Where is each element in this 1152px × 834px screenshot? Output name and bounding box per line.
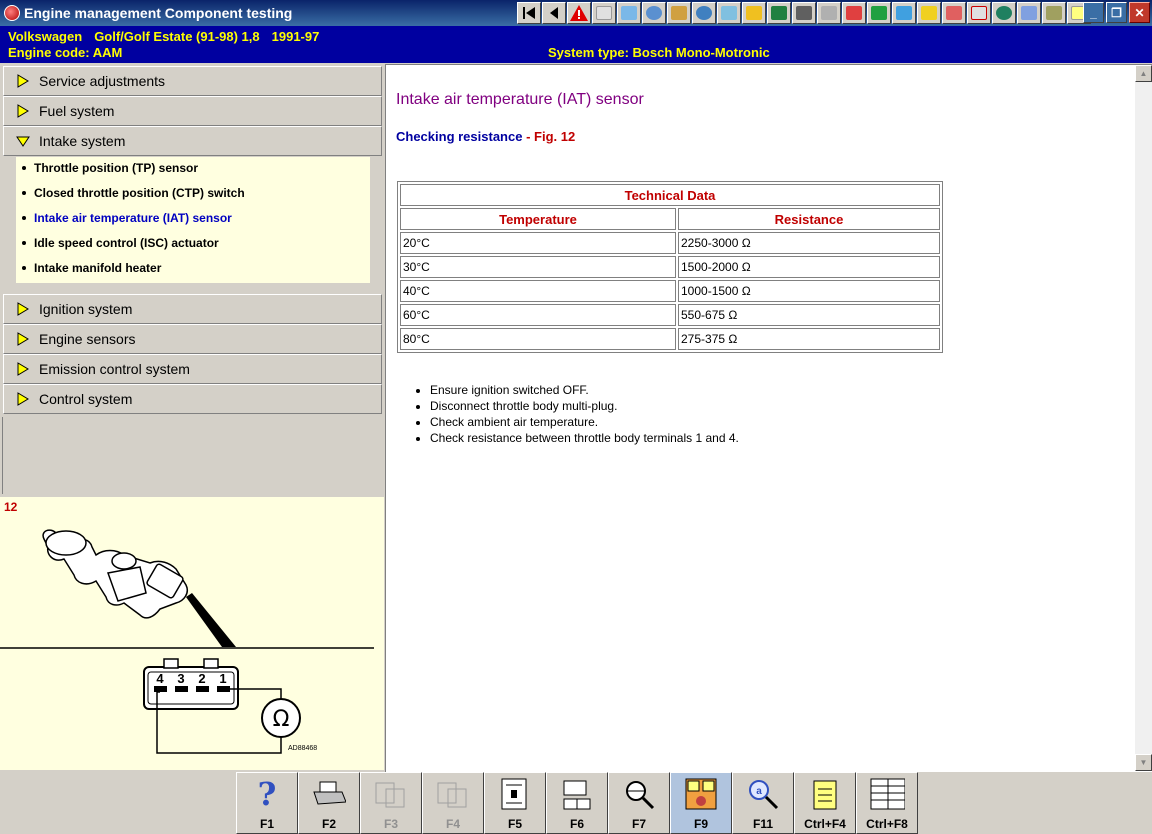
category-navigation [0,64,384,494]
f4-button[interactable] [422,772,484,834]
vertical-scrollbar[interactable] [1135,65,1152,771]
ctrl-f4-notes-button[interactable] [794,772,856,834]
aircon-icon [1021,6,1037,20]
list-item: • Ensure ignition switched OFF. [430,382,739,398]
warning-icon [570,5,588,21]
nav-item-iat-sensor[interactable] [20,208,232,228]
column-header-temperature: Temperature [400,208,676,230]
figure-link[interactable]: Fig. 12 [534,129,576,144]
key-label: Ctrl+F8 [866,817,908,831]
vehicle-make: Volkswagen [8,29,83,44]
scroll-up-button[interactable] [1135,65,1152,82]
tool-button-15[interactable] [942,2,966,24]
technical-data-table [397,181,943,353]
system-type: System type: Bosch Mono-Motronic [548,45,770,60]
tool-button-10[interactable] [817,2,841,24]
arrow-right-icon [16,332,30,346]
content-pane [385,64,1152,772]
bullet-icon [22,191,26,195]
intake-system-items [16,157,370,283]
magnify-icon [621,777,657,811]
first-page-button[interactable] [517,2,541,24]
figure-ref: AD88468 [288,745,318,752]
document-icon [497,777,533,811]
wrench-icon [671,6,687,20]
wheel-icon [996,6,1012,20]
vehicle-line [8,29,319,44]
nav-control-system[interactable] [3,384,382,414]
nav-label: Engine sensors [39,331,136,347]
toolbar [517,2,1091,24]
f6-component-button[interactable] [546,772,608,834]
airbag-icon [946,6,962,20]
nav-item-label: Throttle position (TP) sensor [34,161,198,175]
minimize-icon: _ [1090,5,1097,20]
vehicle-info-bar [0,26,1152,63]
list-item: • Disconnect throttle body multi-plug. [430,398,739,414]
notes-icon [807,777,843,811]
previous-page-button[interactable] [542,2,566,24]
tool-button-2[interactable] [617,2,641,24]
tool-button-18[interactable] [1017,2,1041,24]
tool-button-17[interactable] [992,2,1016,24]
close-button[interactable] [1129,2,1150,23]
car-icon [796,6,812,20]
gauge-icon [696,6,712,20]
table-row [400,328,940,350]
resistance-cell: 1500-2000 Ω [678,256,940,278]
print-icon [311,777,347,811]
resistance-cell: 1000-1500 Ω [678,280,940,302]
procedure-steps [430,382,739,446]
tool-button-19[interactable] [1042,2,1066,24]
nav-item-label: Intake air temperature (IAT) sensor [34,211,232,225]
table-caption: Technical Data [400,184,940,206]
table-row [400,232,940,254]
arrow-right-icon [16,362,30,376]
scroll-down-button[interactable] [1135,754,1152,771]
temperature-cell: 80°C [400,328,676,350]
table-row [400,256,940,278]
f1-help-button[interactable] [236,772,298,834]
tools-icon [721,6,737,20]
pen-icon [821,6,837,20]
nav-fuel-system[interactable] [3,96,382,126]
copy-icon [435,777,471,811]
engine-code: Engine code: AAM [8,45,123,60]
subtitle-separator: - [522,129,535,144]
sensor-diagram [0,497,384,770]
manual-icon [596,6,612,20]
nav-item-ctp-switch[interactable] [20,183,245,203]
key-label: F6 [569,817,584,831]
figure-number: 12 [4,500,18,514]
temperature-cell: 30°C [400,256,676,278]
service-icon [1046,6,1062,20]
figure-panel [0,497,384,770]
key-label: F7 [631,817,646,831]
nav-emission-control[interactable] [3,354,382,384]
search-icon [745,777,781,811]
restore-icon: ❐ [1111,5,1122,20]
tool-button-3[interactable] [642,2,666,24]
figure-icon [683,777,719,811]
bullet-icon [22,216,26,220]
nav-item-tp-sensor[interactable] [20,158,198,178]
fuse-icon [846,6,862,20]
engine-icon [646,6,662,20]
triangle-up-icon: ▲ [1139,69,1148,78]
back-icon [547,6,561,20]
resistance-cell: 2250-3000 Ω [678,232,940,254]
key-label: F11 [752,817,773,831]
svg-text:?: ? [257,777,277,811]
bullet-icon [22,266,26,270]
key-label: F1 [259,817,274,831]
function-key-bar [0,772,1152,834]
nav-item-label: Intake manifold heater [34,261,162,275]
tool-button-8[interactable] [767,2,791,24]
nav-engine-sensors[interactable] [3,324,382,354]
key-label: F5 [507,817,522,831]
f2-print-button[interactable] [298,772,360,834]
pin-1-label: 1 [219,671,227,686]
temperature-cell: 20°C [400,232,676,254]
copy-icon [373,777,409,811]
f3-button[interactable] [360,772,422,834]
arrow-right-icon [16,74,30,88]
nav-ignition-system[interactable] [3,294,382,324]
list-item: • Check resistance between throttle body terminals 1 and 4. [430,430,739,446]
nav-service-adjustments[interactable] [3,66,382,96]
app-icon [4,5,20,21]
ohm-symbol: Ω [272,707,290,732]
nav-label: Service adjustments [39,73,166,89]
arrow-down-icon [16,134,30,148]
section-subtitle [396,129,575,144]
key-label: F3 [383,817,398,831]
svg-text:a: a [756,786,762,797]
help-icon [249,777,285,811]
f7-locate-button[interactable] [608,772,670,834]
data-icon [746,6,762,20]
tool-button-13[interactable] [892,2,916,24]
key-label: F9 [693,817,708,831]
battery-icon [871,6,887,20]
tool-button-4[interactable] [667,2,691,24]
nav-label: Ignition system [39,301,133,317]
tool-button-11[interactable] [842,2,866,24]
arrow-right-icon [16,104,30,118]
f11-search-button[interactable] [732,772,794,834]
key-label: F4 [445,817,460,831]
save-icon [771,6,787,20]
temperature-cell: 40°C [400,280,676,302]
window-controls [1083,2,1150,23]
minimize-button[interactable] [1083,2,1104,23]
restore-button[interactable] [1106,2,1127,23]
arrow-right-icon [16,392,30,406]
tool-button-14[interactable] [917,2,941,24]
nav-item-label: Idle speed control (ISC) actuator [34,236,219,250]
warning-button[interactable] [567,2,591,24]
vehicle-years: 1991-97 [271,29,320,44]
temperature-cell: 60°C [400,304,676,326]
page-title: Intake air temperature (IAT) sensor [396,91,644,108]
bullet-icon [22,241,26,245]
f9-figure-button[interactable] [670,772,732,834]
nav-item-label: Closed throttle position (CTP) switch [34,186,245,200]
triangle-down-icon: ▼ [1139,758,1148,767]
tool-button-16[interactable] [967,2,991,24]
bullet-icon [22,166,26,170]
nav-label: Emission control system [39,361,190,377]
wiring-icon [896,6,912,20]
nav-item-isc-actuator[interactable] [20,233,219,253]
screen-icon [621,6,637,20]
tool-button-5[interactable] [692,2,716,24]
pin-4-label: 4 [156,671,164,686]
list-icon [869,777,905,811]
list-item: • Check ambient air temperature. [430,414,739,430]
nav-item-manifold-heater[interactable] [20,258,161,278]
f5-document-button[interactable] [484,772,546,834]
nav-label: Intake system [39,133,126,149]
tool-button-1[interactable] [592,2,616,24]
pin-2-label: 2 [198,671,206,686]
nav-label: Fuel system [39,103,115,119]
table-row [400,280,940,302]
nav-intake-system[interactable] [3,126,382,156]
tool-button-6[interactable] [717,2,741,24]
pin-3-label: 3 [177,671,185,686]
tool-button-9[interactable] [792,2,816,24]
abs-icon [971,6,987,20]
first-icon [522,6,536,20]
resistance-cell: 550-675 Ω [678,304,940,326]
divider [2,417,3,494]
nav-label: Control system [39,391,133,407]
key-label: F2 [321,817,336,831]
close-icon: ✕ [1134,5,1145,20]
table-row [400,304,940,326]
resistance-cell: 275-375 Ω [678,328,940,350]
tool-button-12[interactable] [867,2,891,24]
vehicle-model: Golf/Golf Estate (91-98) 1,8 [94,29,260,44]
window-title: Engine management Component testing [24,5,293,21]
component-icon [559,777,595,811]
subtitle-text: Checking resistance [396,129,523,144]
column-header-resistance: Resistance [678,208,940,230]
key-label: Ctrl+F4 [804,817,846,831]
tool-button-7[interactable] [742,2,766,24]
ctrl-f8-list-button[interactable] [856,772,918,834]
bulb-icon [921,6,937,20]
arrow-right-icon [16,302,30,316]
